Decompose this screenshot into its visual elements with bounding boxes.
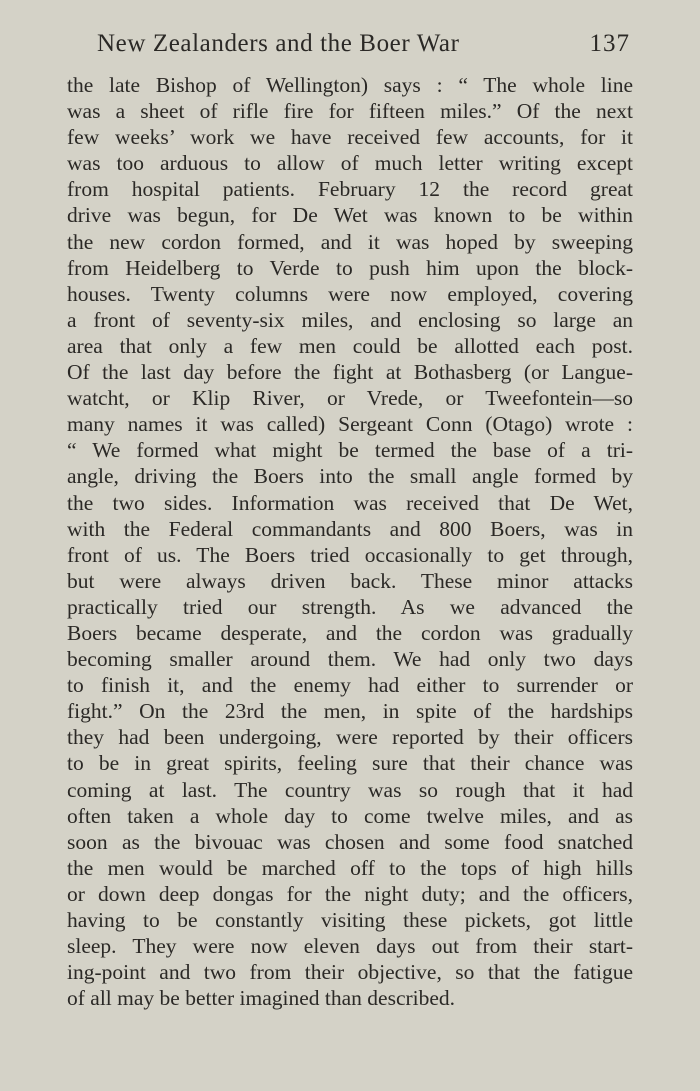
text-line: was too arduous to allow of much letter writing except <box>67 151 633 176</box>
text-line: the men would be marched off to the tops of high hills <box>67 855 633 880</box>
text-line: a front of seventy-six miles, and enclosing so large an <box>67 307 633 332</box>
text-line: coming at last. The country was so rough that it had <box>67 777 633 802</box>
text-line: having to be constantly visiting these pickets, got little <box>67 908 633 932</box>
text-line: front of us. The Boers tried occasionally to get through, <box>67 542 633 567</box>
text-line: soon as the bivouac was chosen and some food snatched <box>67 829 633 854</box>
text-line: was a sheet of rifle fire for fifteen miles.” Of the next <box>67 99 633 124</box>
text-line: few weeks’ work we have received few accounts, for it <box>67 125 633 150</box>
text-line: the two sides. Information was received that De Wet, <box>67 490 633 515</box>
text-line: but were always driven back. These minor attacks <box>67 568 633 593</box>
text-line-last: of all may be better imagined than described. <box>67 986 456 1011</box>
running-title: New Zealanders and the Boer War <box>97 30 460 57</box>
text-line: often taken a whole day to come twelve miles, and as <box>67 803 633 828</box>
text-line: many names it was called) Sergeant Conn (Otago) wrote : <box>67 412 633 437</box>
text-line: area that only a few men could be allotted each post. <box>67 333 633 358</box>
text-line: watcht, or Klip River, or Vrede, or Tweefontein—so <box>67 386 633 411</box>
text-line: ing-point and two from their objective, so that the fatigue <box>67 960 633 985</box>
text-line: to be in great spirits, feeling sure that their chance was <box>67 751 633 776</box>
text-line: fight.” On the 23rd the men, in spite of the hardships <box>67 699 633 724</box>
text-line: sleep. They were now eleven days out from their start- <box>67 934 633 959</box>
text-line: from hospital patients. February 12 the record great <box>67 177 633 202</box>
text-line: houses. Twenty columns were now employed, covering <box>67 281 633 306</box>
text-line: they had been undergoing, were reported by their officers <box>67 725 633 750</box>
text-line: or down deep dongas for the night duty; and the officers, <box>67 881 633 906</box>
text-line: “ We formed what might be termed the base of a tri- <box>67 438 633 463</box>
text-line: drive was begun, for De Wet was known to be within <box>67 203 633 228</box>
text-line: practically tried our strength. As we advanced the <box>67 594 633 619</box>
text-line: the new cordon formed, and it was hoped by sweeping <box>67 229 633 254</box>
text-line: becoming smaller around them. We had only two days <box>67 647 633 672</box>
text-line: Of the last day before the fight at Bothasberg (or Langue- <box>67 360 633 385</box>
text-line: the late Bishop of Wellington) says : “ The whole line <box>67 73 633 97</box>
text-line: angle, driving the Boers into the small angle formed by <box>67 464 633 489</box>
body-text <box>67 72 633 1011</box>
text-line: Boers became desperate, and the cordon was gradually <box>67 620 633 645</box>
text-line: from Heidelberg to Verde to push him upon the block- <box>67 255 633 280</box>
text-line: with the Federal commandants and 800 Boers, was in <box>67 516 633 541</box>
page-header <box>0 30 700 66</box>
page-number: 137 <box>589 30 630 57</box>
text-line: to finish it, and the enemy had either to surrender or <box>67 673 633 698</box>
